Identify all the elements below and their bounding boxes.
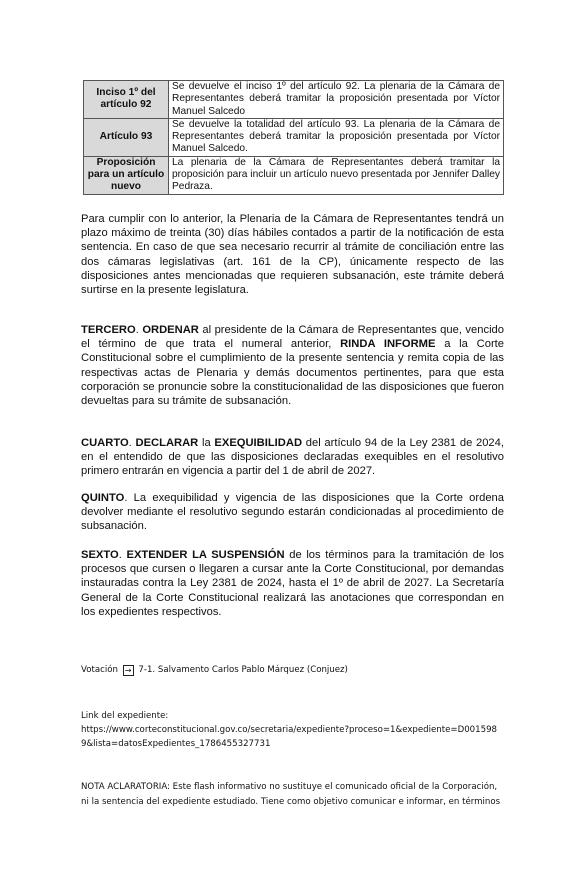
tercero-verb: ORDENAR <box>142 324 199 336</box>
votacion-label: Votación <box>81 665 118 675</box>
row-text: Se devuelve el inciso 1º del artículo 92. La plenaria de la Cámara de Representantes deberá tramitar la proposición presentada por Víctor Manuel Salcedo <box>169 81 504 119</box>
expediente-link-line-2[interactable]: 9&lista=datosExpedientes_1786455327731 <box>81 739 271 749</box>
nota-line-2: ni la sentencia del expediente estudiado. Tiene como objetivo comunicar e informar, en términos <box>81 797 501 807</box>
row-label: Proposición para un artículo nuevo <box>84 156 169 194</box>
cuarto-lead: CUARTO <box>81 437 129 449</box>
paragraph-quinto: QUINTO. La exequibilidad y vigencia de las disposiciones que la Corte ordena devolver mediante el resolutivo segundo estarán condicionadas al procedimiento de subsanación. <box>81 492 504 533</box>
cuarto-text-2: del artículo 94 de la Ley 2381 de 2024, en el entendido de que las disposiciones declaradas exequibles en el resolutivo primero entrarán en vigencia a partir del 1 de abril de 2027. <box>81 437 504 478</box>
resolutivos-table <box>83 80 504 195</box>
paragraph-cuarto: CUARTO. DECLARAR la EXEQUIBILIDAD del artículo 94 de la Ley 2381 de 2024, en el entendido de que las disposiciones declaradas exequibles en el resolutivo primero entrarán en vigencia a partir del 1 de abril de 2027. <box>81 437 504 478</box>
sexto-verb: EXTENDER LA SUSPENSIÓN <box>126 549 285 561</box>
row-text: Se devuelve la totalidad del artículo 93. La plenaria de la Cámara de Representantes deberá tramitar la proposición presentada por Víctor Manuel Salcedo. <box>169 118 504 156</box>
quinto-text-1: La exequibilidad y vigencia de las disposiciones que la Corte ordena devolver mediante el resolutivo segundo estarán condicionadas al procedimiento de subsanación. <box>81 492 504 533</box>
votacion-line <box>81 663 348 678</box>
link-label: Link del expediente: <box>81 711 169 721</box>
quinto-lead: QUINTO <box>81 492 125 504</box>
sexto-text-1: de los términos para la tramitación de los procesos que cursen o llegaren a cursar ante la Corte Constitucional, por demandas instauradas contra la Ley 2381 de 2024, hasta el 1º de abril de 2027. La Secretaría General de la Corte Constitucional realizará las anotaciones que correspondan en los expedientes respectivos. <box>81 549 504 618</box>
nota-line-1: NOTA ACLARATORIA: Este flash informativo no sustituye el comunicado oficial de la Corporación, <box>81 782 498 792</box>
table-row <box>84 156 504 194</box>
row-label: Inciso 1º del artículo 92 <box>84 81 169 119</box>
paragraph-sexto: SEXTO. EXTENDER LA SUSPENSIÓN de los términos para la tramitación de los procesos que cursen o llegaren a cursar ante la Corte Constitucional, por demandas instauradas contra la Ley 2381 de 2024, hasta el 1º de abril de 2027. La Secretaría General de la Corte Constitucional realizará las anotaciones que correspondan en los expedientes respectivos. <box>81 549 504 618</box>
paragraph-tercero: TERCERO. ORDENAR al presidente de la Cámara de Representantes que, vencido el término de que trata el numeral anterior, RINDA INFORME a la Corte Constitucional sobre el cumplimiento de la presente sentencia y remita copia de las respectivas actas de Plenaria y demás documentos pertinentes, para que esta corporación se pronuncie sobre la constitucionalidad de las disposiciones que fueron devueltas para su trámite de subsanación. <box>81 324 504 408</box>
sexto-lead: SEXTO <box>81 549 119 561</box>
arrow-icon: → <box>123 665 134 676</box>
cuarto-bold-2: EXEQUIBILIDAD <box>214 437 303 449</box>
cuarto-text-1: la <box>198 437 215 449</box>
table-row <box>84 81 504 119</box>
tercero-lead: TERCERO <box>81 324 136 336</box>
votacion-text: 7-1. Salvamento Carlos Pablo Márquez (Conjuez) <box>138 665 348 675</box>
expediente-link-line-1[interactable]: https://www.corteconstitucional.gov.co/secretaria/expediente?proceso=1&expediente=D001598 <box>81 725 498 735</box>
tercero-bold-2: RINDA INFORME <box>340 338 436 351</box>
row-label: Artículo 93 <box>84 118 169 156</box>
cuarto-verb: DECLARAR <box>135 437 199 449</box>
tercero-text-2: a la Corte Constitucional sobre el cumplimiento de la presente sentencia y remita copia de las respectivas actas de Plenaria y demás documentos pertinentes, para que esta corporación se pronuncie sobre la constitucionalidad de las disposiciones que fueron devueltas para su trámite de subsanación. <box>81 338 504 408</box>
table-row <box>84 118 504 156</box>
paragraph-plazo: Para cumplir con lo anterior, la Plenaria de la Cámara de Representantes tendrá un plazo máximo de treinta (30) días hábiles contados a partir de la notificación de esta sentencia. En caso de que sea necesario recurrir al trámite de conciliación entre las dos cámaras legislativas (art. 161 de la CP), únicamente respecto de las disposiciones antes mencionadas que requieren subsanación, este trámite deberá surtirse en la presente legislatura. <box>81 213 504 297</box>
tercero-text-1: al presidente de la Cámara de Representantes que, vencido el término de que trata el numeral anterior, <box>81 324 504 351</box>
row-text: La plenaria de la Cámara de Representantes deberá tramitar la proposición para incluir un artículo nuevo presentada por Jennifer Dalley Pedraza. <box>169 156 504 194</box>
